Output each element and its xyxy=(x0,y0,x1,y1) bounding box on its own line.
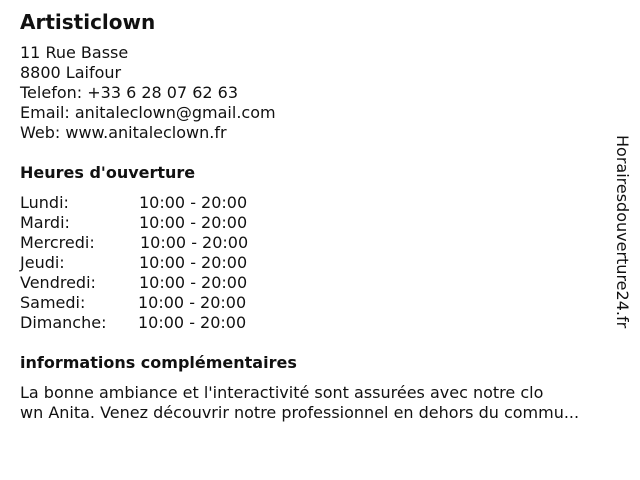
opening-hours-heading: Heures d'ouverture xyxy=(20,163,196,182)
hours-value: 10:00 - 20:00 xyxy=(139,273,248,292)
hours-row-monday xyxy=(20,193,320,213)
address-street: 11 Rue Basse xyxy=(20,43,129,62)
website: Web: www.anitaleclown.fr xyxy=(20,123,227,142)
day-label: Mercredi: xyxy=(20,233,95,252)
day-label: Lundi: xyxy=(20,193,69,212)
business-name: Artisticlown xyxy=(20,10,156,34)
additional-info-text xyxy=(20,383,579,423)
day-label: Samedi: xyxy=(20,293,86,312)
day-label: Jeudi: xyxy=(20,253,65,272)
info-line: wn Anita. Venez découvrir notre professionnel en dehors du commu... xyxy=(20,403,580,422)
hours-row-wednesday xyxy=(20,233,320,253)
hours-row-friday xyxy=(20,273,320,293)
hours-row-thursday xyxy=(20,253,320,273)
hours-value: 10:00 - 20:00 xyxy=(138,293,247,312)
phone-number: Telefon: +33 6 28 07 62 63 xyxy=(20,83,239,102)
hours-row-saturday xyxy=(20,293,320,313)
hours-value: 10:00 - 20:00 xyxy=(139,253,248,272)
additional-info-heading: informations complémentaires xyxy=(20,353,297,372)
contact-block xyxy=(20,43,276,143)
day-label: Dimanche: xyxy=(20,313,107,332)
info-line: La bonne ambiance et l'interactivité sont assurées avec notre clo xyxy=(20,383,544,402)
hours-value: 10:00 - 20:00 xyxy=(138,313,247,332)
site-watermark: Horairesdouverture24.fr xyxy=(613,135,632,329)
hours-row-sunday xyxy=(20,313,320,333)
hours-value: 10:00 - 20:00 xyxy=(140,233,249,252)
opening-hours-table xyxy=(20,193,320,333)
day-label: Mardi: xyxy=(20,213,70,232)
address-city: 8800 Laifour xyxy=(20,63,122,82)
hours-row-tuesday xyxy=(20,213,320,233)
hours-value: 10:00 - 20:00 xyxy=(139,193,248,212)
email-address: Email: anitaleclown@gmail.com xyxy=(20,103,276,122)
day-label: Vendredi: xyxy=(20,273,96,292)
hours-value: 10:00 - 20:00 xyxy=(139,213,248,232)
